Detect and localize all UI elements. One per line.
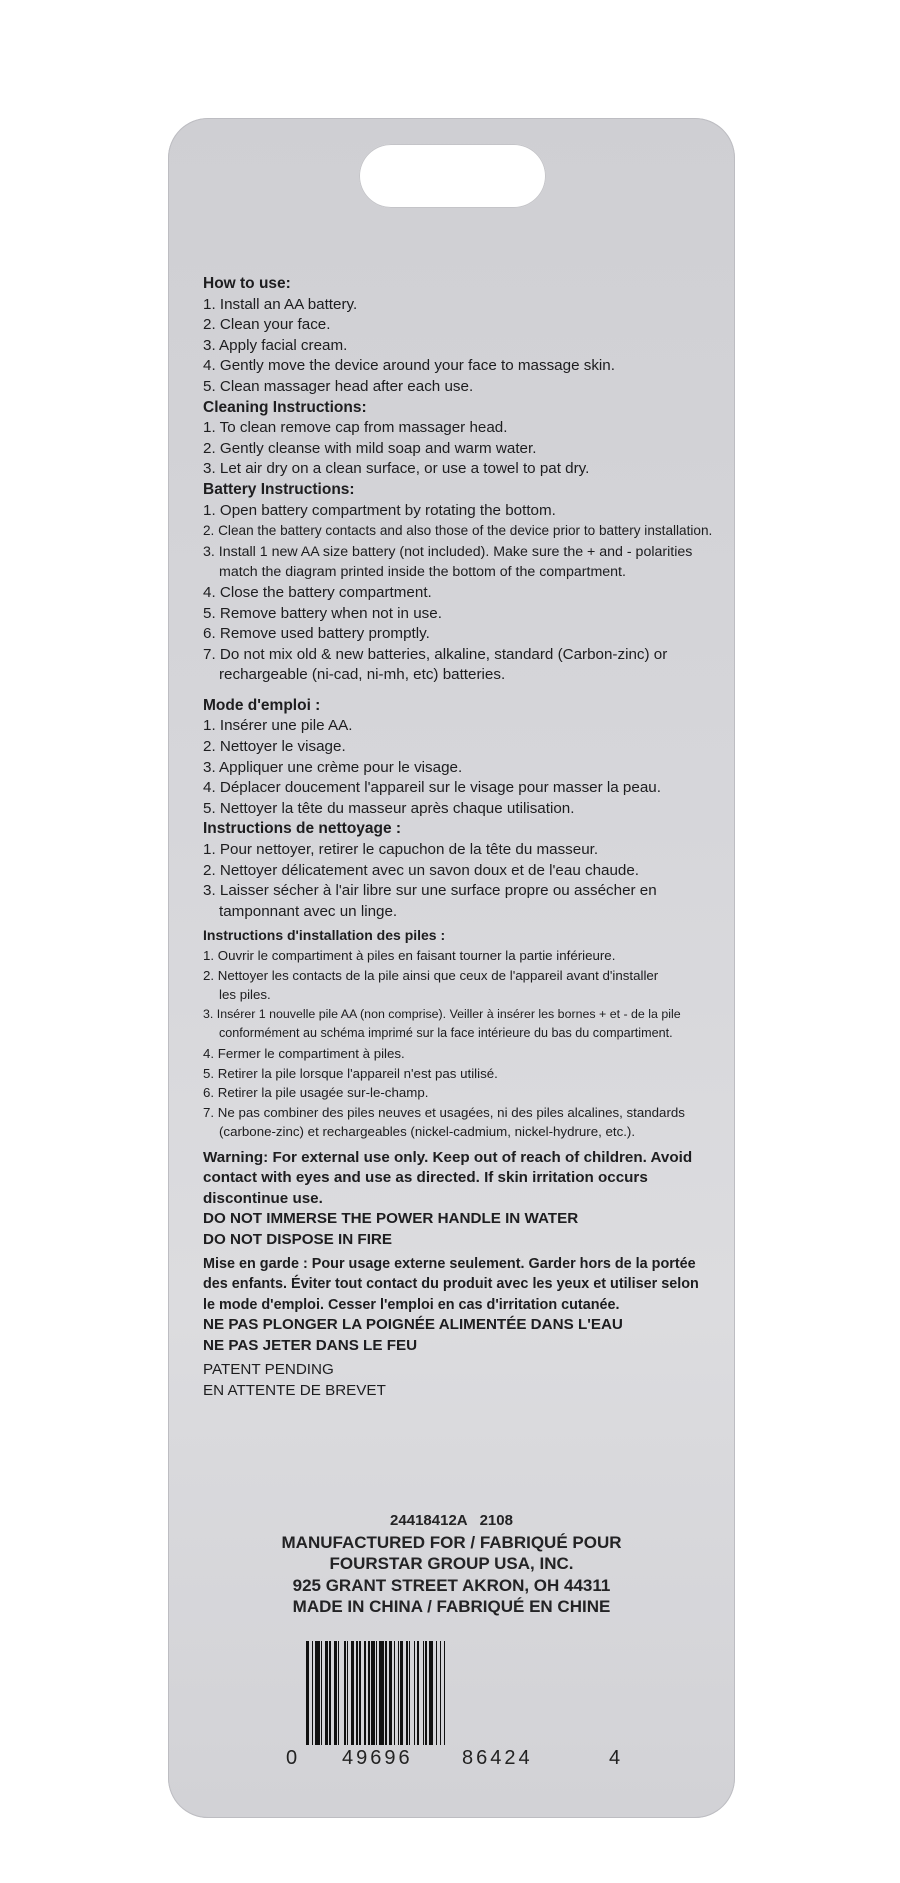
piles-line: (carbone-zinc) et rechargeables (nickel-cadmium, nickel-hydrure, etc.). bbox=[219, 1124, 636, 1140]
manufacturer-line: 925 GRANT STREET AKRON, OH 44311 bbox=[292, 1575, 611, 1595]
battery-line: rechargeable (ni-cad, ni-mh, etc) batteries. bbox=[219, 666, 506, 684]
piles-line: 2. Nettoyer les contacts de la pile ainsi que ceux de l'appareil avant d'installer bbox=[203, 967, 659, 983]
how-to-step: 5. Clean massager head after each use. bbox=[203, 377, 474, 395]
patent-fr: EN ATTENTE DE BREVET bbox=[203, 1381, 386, 1399]
warning-en-line: Warning: For external use only. Keep out of reach of children. Avoid bbox=[203, 1148, 693, 1166]
barcode-digit-first: 0 bbox=[286, 1747, 298, 1769]
warning-en-line: discontinue use. bbox=[203, 1189, 323, 1207]
piles-line: les piles. bbox=[219, 987, 271, 1003]
piles-line: 1. Ouvrir le compartiment à piles en faisant tourner la partie inférieure. bbox=[203, 948, 616, 963]
battery-line: 6. Remove used battery promptly. bbox=[203, 625, 430, 643]
piles-line: 5. Retirer la pile lorsque l'appareil n'est pas utilisé. bbox=[203, 1065, 498, 1081]
patent-en: PATENT PENDING bbox=[203, 1361, 334, 1378]
mode-emploi-step: 3. Appliquer une crème pour le visage. bbox=[203, 758, 463, 776]
battery-line: 5. Remove battery when not in use. bbox=[203, 604, 442, 622]
barcode bbox=[306, 1641, 596, 1745]
cleaning-step: 2. Gently cleanse with mild soap and warm water. bbox=[203, 439, 537, 457]
hang-hole bbox=[359, 144, 546, 208]
mode-emploi-step: 1. Insérer une pile AA. bbox=[203, 717, 353, 735]
mode-emploi-step: 5. Nettoyer la tête du masseur après chaque utilisation. bbox=[203, 799, 575, 817]
battery-heading: Battery Instructions: bbox=[203, 480, 355, 498]
battery-line: 4. Close the battery compartment. bbox=[203, 583, 432, 601]
manufacturer-line: MANUFACTURED FOR / FABRIQUÉ POUR bbox=[281, 1532, 622, 1552]
nettoyage-line: 2. Nettoyer délicatement avec un savon doux et de l'eau chaude. bbox=[203, 861, 640, 879]
barcode-group-left: 49696 bbox=[342, 1747, 413, 1769]
nettoyage-line: 3. Laisser sécher à l'air libre sur une surface propre ou assécher en bbox=[203, 882, 657, 900]
nettoyage-line: 1. Pour nettoyer, retirer le capuchon de la tête du masseur. bbox=[203, 841, 599, 859]
warning-fr-line: Mise en garde : Pour usage externe seulement. Garder hors de la portée bbox=[203, 1255, 696, 1272]
how-to-step: 1. Install an AA battery. bbox=[203, 295, 358, 313]
product-code: 24418412A 2108 bbox=[390, 1512, 513, 1529]
manufacturer-block bbox=[168, 1510, 735, 1618]
barcode-digit-last: 4 bbox=[609, 1747, 621, 1769]
mode-emploi-step: 4. Déplacer doucement l'appareil sur le visage pour masser la peau. bbox=[203, 779, 661, 797]
battery-line: 3. Install 1 new AA size battery (not included). Make sure the + and - polarities bbox=[203, 543, 693, 560]
barcode-group-right: 86424 bbox=[462, 1747, 533, 1769]
mode-emploi-heading: Mode d'emploi : bbox=[203, 696, 321, 714]
battery-line: 2. Clean the battery contacts and also those of the device prior to battery installation. bbox=[203, 523, 713, 539]
how-to-step: 3. Apply facial cream. bbox=[203, 336, 348, 354]
warning-fr-line: le mode d'emploi. Cesser l'emploi en cas d'irritation cutanée. bbox=[203, 1296, 620, 1313]
cleaning-step: 1. To clean remove cap from massager head. bbox=[203, 419, 508, 437]
how-to-use-heading: How to use: bbox=[203, 275, 291, 292]
how-to-step: 4. Gently move the device around your face to massage skin. bbox=[203, 357, 615, 375]
battery-line: 1. Open battery compartment by rotating the bottom. bbox=[203, 501, 556, 519]
manufacturer-line: FOURSTAR GROUP USA, INC. bbox=[329, 1554, 574, 1574]
manufacturer-line: MADE IN CHINA / FABRIQUÉ EN CHINE bbox=[292, 1597, 611, 1617]
warning-en-line: DO NOT DISPOSE IN FIRE bbox=[203, 1230, 393, 1248]
nettoyage-line: tamponnant avec un linge. bbox=[219, 902, 398, 920]
battery-line: match the diagram printed inside the bottom of the compartment. bbox=[219, 564, 626, 581]
piles-line: 4. Fermer le compartiment à piles. bbox=[203, 1045, 405, 1061]
battery-line: 7. Do not mix old & new batteries, alkaline, standard (Carbon-zinc) or bbox=[203, 645, 668, 663]
instructions-text bbox=[203, 274, 723, 1401]
how-to-step: 2. Clean your face. bbox=[203, 316, 331, 334]
cleaning-step: 3. Let air dry on a clean surface, or use a towel to pat dry. bbox=[203, 460, 590, 478]
warning-fr-line: des enfants. Éviter tout contact du produit avec les yeux et utiliser selon bbox=[203, 1276, 699, 1293]
nettoyage-heading: Instructions de nettoyage : bbox=[203, 820, 402, 838]
piles-line: 3. Insérer 1 nouvelle pile AA (non comprise). Veiller à insérer les bornes + et - de la pile bbox=[203, 1006, 681, 1021]
cleaning-heading: Cleaning Instructions: bbox=[203, 398, 367, 416]
warning-fr-line: NE PAS PLONGER LA POIGNÉE ALIMENTÉE DANS L'EAU bbox=[203, 1316, 623, 1334]
warning-en-line: contact with eyes and use as directed. If skin irritation occurs bbox=[203, 1169, 648, 1187]
piles-heading: Instructions d'installation des piles : bbox=[203, 927, 446, 944]
barcode-bar bbox=[445, 1641, 447, 1745]
piles-line: 7. Ne pas combiner des piles neuves et usagées, ni des piles alcalines, standards bbox=[203, 1104, 685, 1120]
piles-line: conformément au schéma imprimé sur la face intérieure du bas du compartiment. bbox=[219, 1026, 673, 1041]
warning-en-line: DO NOT IMMERSE THE POWER HANDLE IN WATER bbox=[203, 1210, 579, 1228]
piles-line: 6. Retirer la pile usagée sur-le-champ. bbox=[203, 1085, 429, 1101]
mode-emploi-step: 2. Nettoyer le visage. bbox=[203, 738, 346, 756]
warning-fr-line: NE PAS JETER DANS LE FEU bbox=[203, 1336, 418, 1354]
